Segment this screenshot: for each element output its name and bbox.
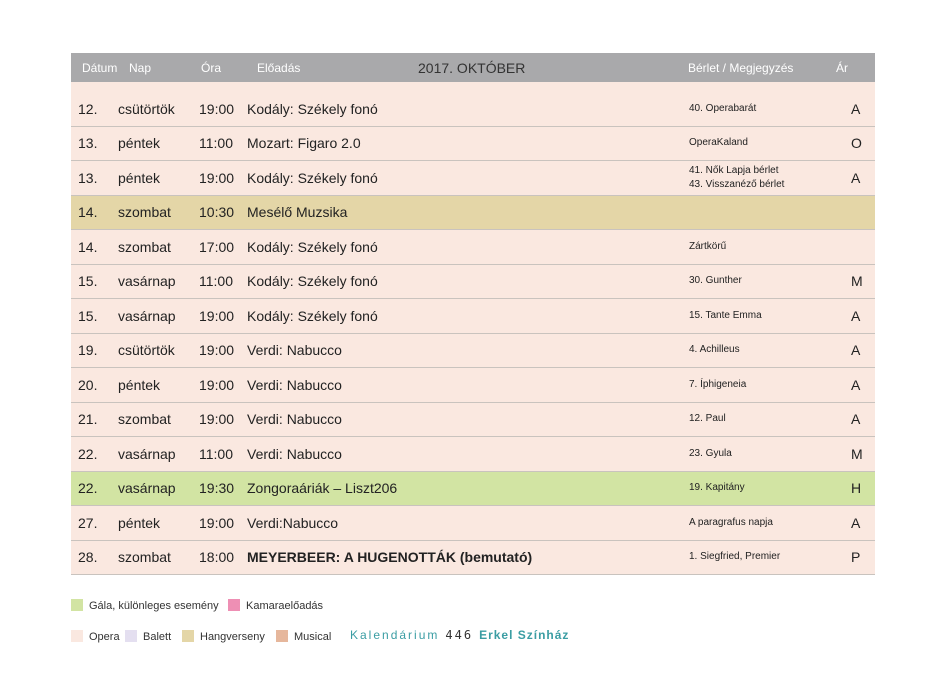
row-time: 19:00 bbox=[199, 376, 235, 393]
row-show: Kodály: Székely fonó bbox=[247, 169, 378, 186]
row-show: Kodály: Székely fonó bbox=[247, 238, 378, 255]
row-note bbox=[689, 412, 726, 426]
col-date-header: Dátum bbox=[82, 61, 118, 75]
table-header bbox=[71, 53, 875, 82]
row-note bbox=[689, 447, 732, 461]
legend-musical-swatch bbox=[276, 630, 288, 642]
legend-hangverseny-label: Hangverseny bbox=[200, 631, 265, 643]
row-note-line: 4. Achilleus bbox=[689, 344, 740, 356]
table-row bbox=[71, 161, 875, 196]
row-date: 14. bbox=[78, 204, 98, 221]
col-show-header: Előadás bbox=[257, 61, 301, 75]
row-note-line: 12. Paul bbox=[689, 413, 726, 425]
row-note bbox=[689, 309, 762, 323]
row-show: Verdi: Nabucco bbox=[247, 411, 342, 428]
row-day: vasárnap bbox=[118, 480, 176, 497]
row-show: Verdi: Nabucco bbox=[247, 445, 342, 462]
row-time: 19:00 bbox=[199, 342, 235, 359]
row-note bbox=[689, 516, 773, 530]
row-date: 27. bbox=[78, 514, 98, 531]
row-time: 19:00 bbox=[199, 411, 235, 428]
row-time: 10:30 bbox=[199, 204, 235, 221]
row-note-line: 41. Nők Lapja bérlet bbox=[689, 164, 779, 176]
legend-musical bbox=[276, 630, 331, 643]
row-date: 20. bbox=[78, 376, 98, 393]
legend-opera-swatch bbox=[71, 630, 83, 642]
row-show: Mesélő Muzsika bbox=[247, 204, 348, 221]
table-row bbox=[71, 472, 875, 507]
month-title: 2017. OKTÓBER bbox=[418, 60, 526, 76]
row-date: 15. bbox=[78, 307, 98, 324]
row-date: 21. bbox=[78, 411, 98, 428]
row-show: Verdi: Nabucco bbox=[247, 376, 342, 393]
row-date: 13. bbox=[78, 169, 98, 186]
row-date: 22. bbox=[78, 480, 98, 497]
row-price: A bbox=[851, 169, 861, 186]
row-note bbox=[689, 481, 745, 495]
table-row bbox=[71, 299, 875, 334]
legend-opera-label: Opera bbox=[89, 631, 120, 643]
row-date: 15. bbox=[78, 273, 98, 290]
row-show: Zongoraáriák – Liszt206 bbox=[247, 480, 398, 497]
row-time: 19:00 bbox=[199, 307, 235, 324]
footer-theatre: Erkel Színház bbox=[479, 628, 570, 642]
legend-hangverseny bbox=[182, 630, 265, 643]
row-show: Verdi:Nabucco bbox=[247, 514, 339, 531]
row-price: M bbox=[851, 445, 863, 462]
row-note-line: 1. Siegfried, Premier bbox=[689, 551, 781, 563]
legend-opera bbox=[71, 630, 120, 643]
row-show: Kodály: Székely fonó bbox=[247, 307, 378, 324]
table-row bbox=[71, 403, 875, 438]
legend-kamara bbox=[228, 599, 323, 612]
legend-balett bbox=[125, 630, 171, 643]
row-day: péntek bbox=[118, 135, 161, 152]
table-row bbox=[71, 506, 875, 541]
col-price-header: Ár bbox=[836, 61, 848, 75]
table-row bbox=[71, 196, 875, 231]
row-note-line: 19. Kapitány bbox=[689, 482, 745, 494]
table-body bbox=[71, 92, 875, 575]
row-day: vasárnap bbox=[118, 445, 176, 462]
legend-balett-label: Balett bbox=[143, 631, 172, 643]
row-show: MEYERBEER: A HUGENOTTÁK (bemutató) bbox=[247, 549, 533, 566]
row-note bbox=[689, 240, 726, 254]
row-note bbox=[689, 378, 746, 392]
row-price: A bbox=[851, 100, 861, 117]
row-time: 17:00 bbox=[199, 238, 235, 255]
table-row bbox=[71, 265, 875, 300]
row-time: 19:00 bbox=[199, 100, 235, 117]
row-day: szombat bbox=[118, 204, 171, 221]
row-show: Mozart: Figaro 2.0 bbox=[247, 135, 361, 152]
row-note-line: Zártkörű bbox=[689, 240, 727, 252]
legend-kamara-label: Kamaraelőadás bbox=[246, 600, 324, 612]
row-price: H bbox=[851, 480, 862, 497]
row-note-line: A paragrafus napja bbox=[689, 516, 773, 528]
row-price: A bbox=[851, 376, 861, 393]
row-note bbox=[689, 343, 740, 357]
row-time: 18:00 bbox=[199, 549, 235, 566]
row-note bbox=[689, 102, 756, 116]
row-note-line: 43. Visszanéző bérlet bbox=[689, 178, 785, 190]
row-note bbox=[689, 550, 780, 564]
row-time: 19:00 bbox=[199, 514, 235, 531]
row-price: O bbox=[851, 135, 862, 152]
row-date: 12. bbox=[78, 100, 98, 117]
table-row bbox=[71, 92, 875, 127]
legend-gala-label: Gála, különleges esemény bbox=[89, 600, 219, 612]
row-time: 11:00 bbox=[199, 135, 233, 152]
row-time: 11:00 bbox=[199, 273, 233, 290]
row-note-line: 23. Gyula bbox=[689, 447, 732, 459]
row-note bbox=[689, 164, 784, 192]
table-row bbox=[71, 127, 875, 162]
row-day: vasárnap bbox=[118, 273, 176, 290]
row-time: 19:00 bbox=[199, 169, 235, 186]
row-note-line: 7. Íphigeneia bbox=[689, 378, 747, 390]
legend-gala bbox=[71, 599, 219, 612]
row-time: 11:00 bbox=[199, 445, 233, 462]
table-row bbox=[71, 437, 875, 472]
row-day: vasárnap bbox=[118, 307, 176, 324]
row-date: 28. bbox=[78, 549, 98, 566]
table-row bbox=[71, 230, 875, 265]
row-price: A bbox=[851, 307, 861, 324]
row-price: P bbox=[851, 549, 861, 566]
row-price: A bbox=[851, 514, 861, 531]
row-day: péntek bbox=[118, 514, 161, 531]
table-row bbox=[71, 368, 875, 403]
row-date: 13. bbox=[78, 135, 98, 152]
row-note bbox=[689, 136, 748, 150]
row-time: 19:30 bbox=[199, 480, 235, 497]
footer-kalendarium: Kalendárium bbox=[350, 628, 440, 642]
row-day: szombat bbox=[118, 238, 171, 255]
table-row bbox=[71, 334, 875, 369]
header-spacer bbox=[71, 82, 875, 92]
row-date: 19. bbox=[78, 342, 98, 359]
row-price: A bbox=[851, 411, 861, 428]
row-day: csütörtök bbox=[118, 100, 175, 117]
row-price: A bbox=[851, 342, 861, 359]
row-date: 22. bbox=[78, 445, 98, 462]
row-show: Verdi: Nabucco bbox=[247, 342, 342, 359]
legend-gala-swatch bbox=[71, 599, 83, 611]
row-day: szombat bbox=[118, 549, 171, 566]
schedule-table bbox=[71, 53, 875, 575]
col-time-header: Óra bbox=[201, 61, 222, 75]
page-number: 446 bbox=[445, 628, 474, 642]
row-note-line: 30. Gunther bbox=[689, 275, 742, 287]
col-day-header: Nap bbox=[129, 61, 152, 75]
row-show: Kodály: Székely fonó bbox=[247, 100, 378, 117]
legend-hangverseny-swatch bbox=[182, 630, 194, 642]
row-show: Kodály: Székely fonó bbox=[247, 273, 378, 290]
row-day: csütörtök bbox=[118, 342, 175, 359]
row-note-line: 15. Tante Emma bbox=[689, 309, 762, 321]
row-day: péntek bbox=[118, 169, 161, 186]
row-day: péntek bbox=[118, 376, 161, 393]
col-note-header: Bérlet / Megjegyzés bbox=[688, 61, 794, 75]
table-row bbox=[71, 541, 875, 576]
row-date: 14. bbox=[78, 238, 98, 255]
page-footer bbox=[350, 628, 569, 642]
row-price: M bbox=[851, 273, 863, 290]
legend-kamara-swatch bbox=[228, 599, 240, 611]
row-day: szombat bbox=[118, 411, 171, 428]
row-note-line: 40. Operabarát bbox=[689, 102, 757, 114]
row-note bbox=[689, 274, 742, 288]
legend-balett-swatch bbox=[125, 630, 137, 642]
legend-musical-label: Musical bbox=[294, 631, 332, 643]
row-note-line: OperaKaland bbox=[689, 137, 748, 149]
